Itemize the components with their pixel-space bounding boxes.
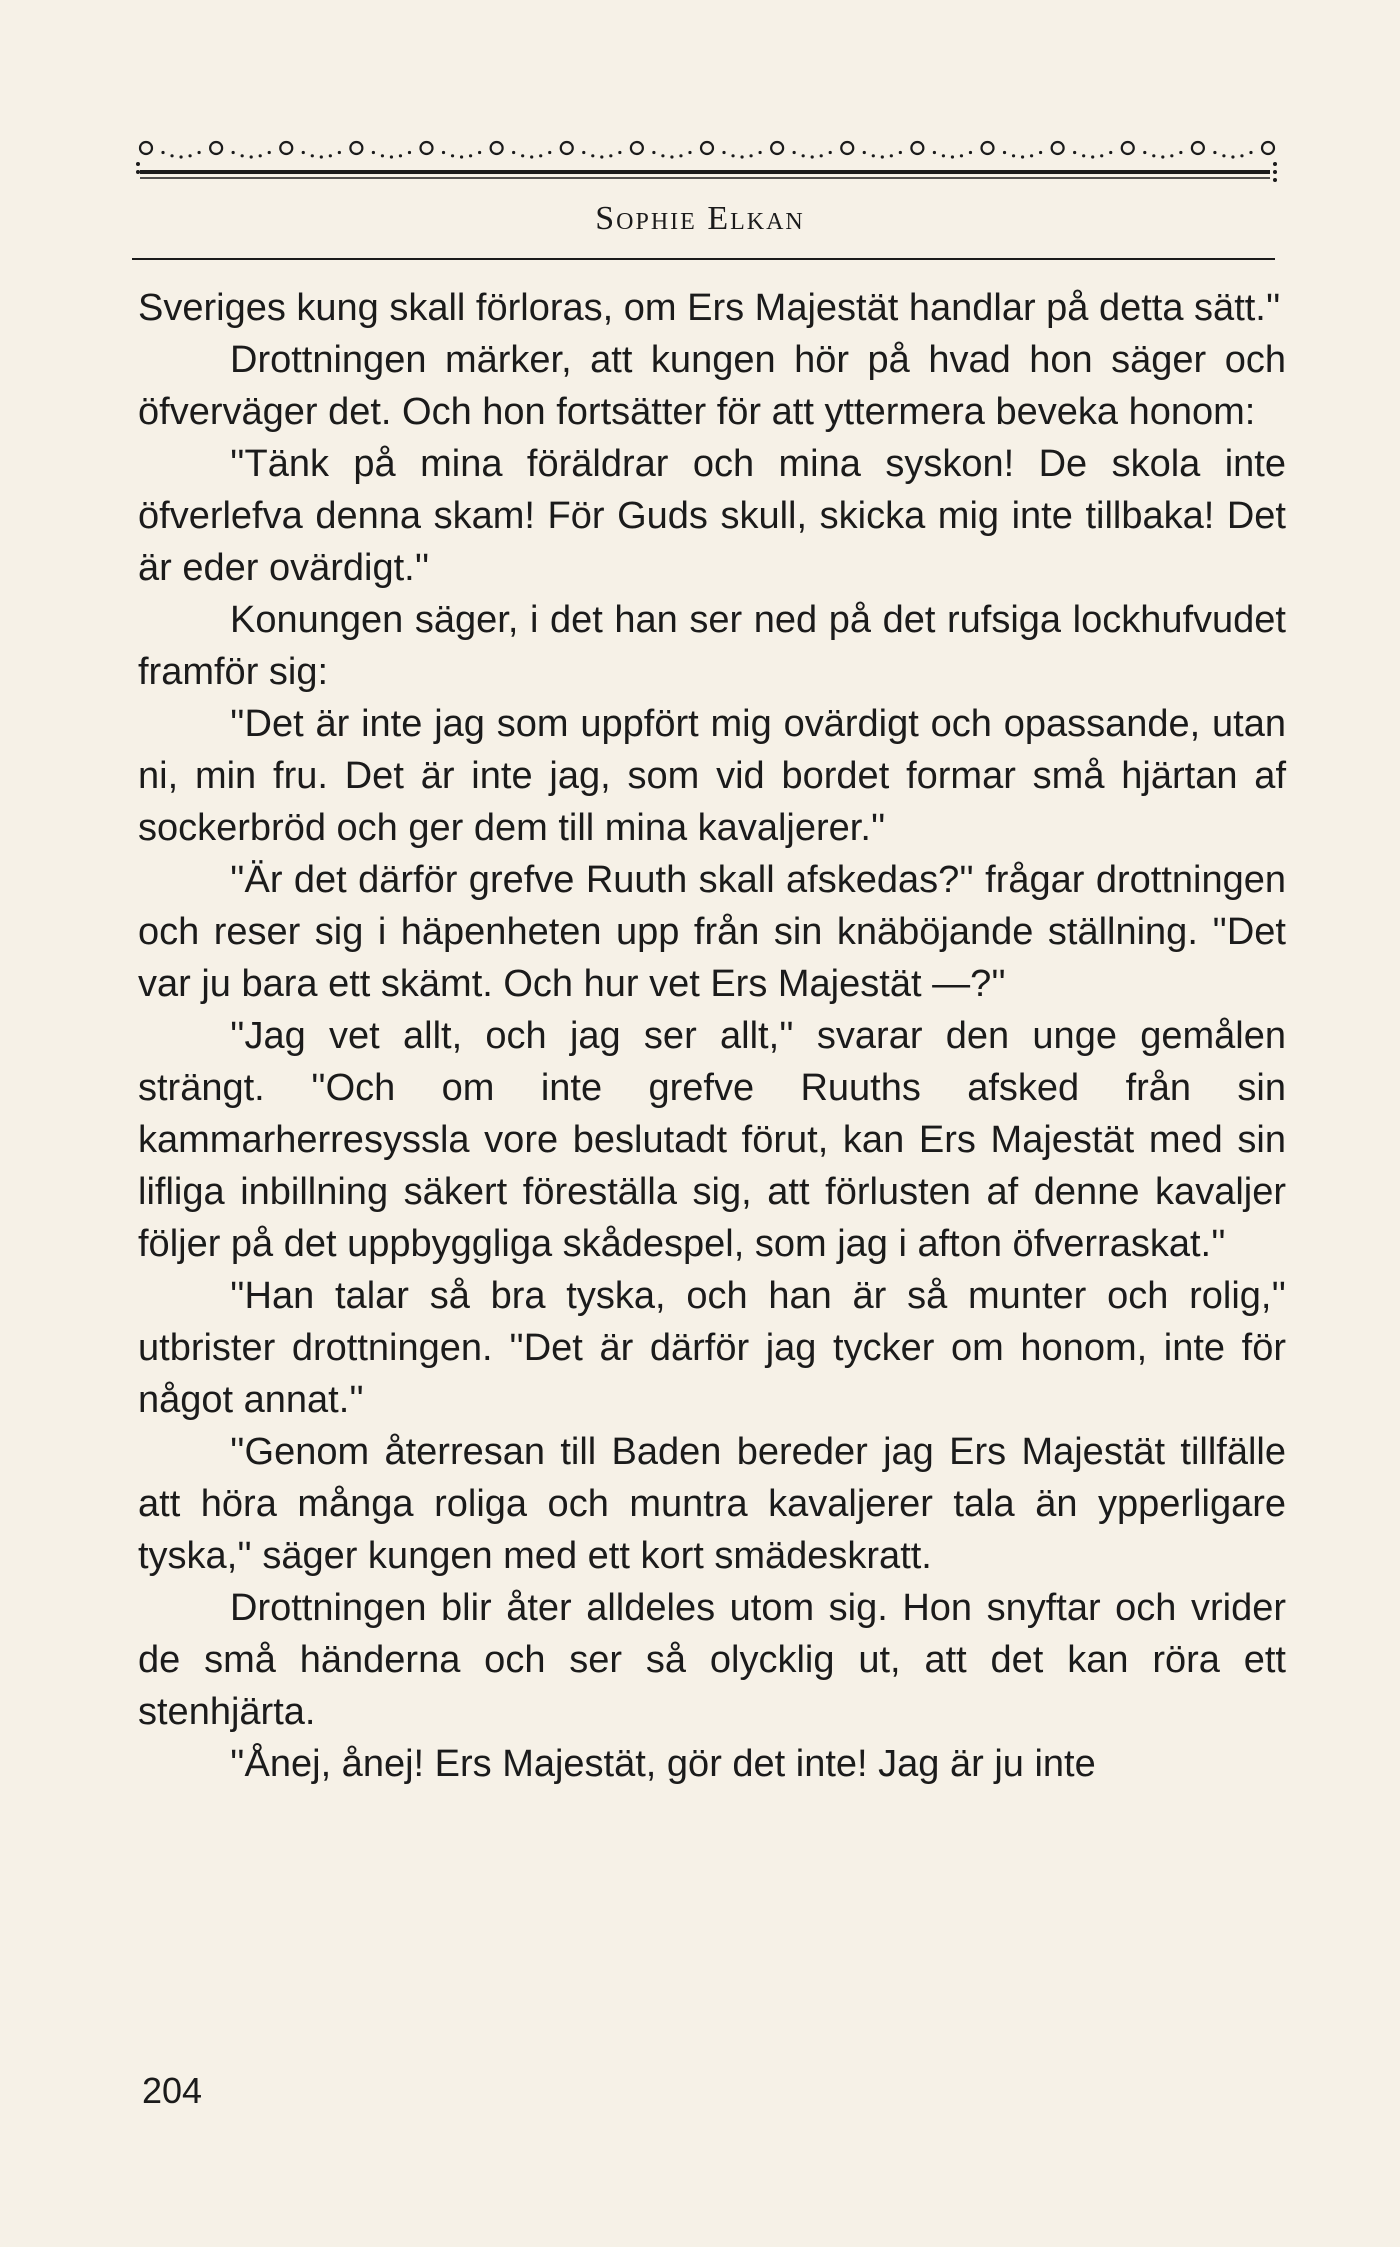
ornament-dot [259, 154, 262, 157]
ornament-dot [1249, 151, 1252, 154]
ornament-dot [1003, 151, 1006, 154]
ornament-dot [1231, 155, 1234, 158]
paragraph: Drottningen blir åter alldeles utom sig. Hon snyftar och vrider de små händerna och ser så olycklig ut, att det kan röra ett stenhjärta. [138, 1587, 1286, 1733]
ornament-dot [1039, 151, 1042, 154]
ornament-dot [460, 155, 463, 158]
ornament-circle [1052, 142, 1064, 154]
ornament-dot [399, 154, 402, 157]
ornament-dot [408, 151, 411, 154]
ornament-circle [841, 142, 853, 154]
ornament-dot [899, 151, 902, 154]
ornament-dot [688, 151, 691, 154]
ornament-dot [1109, 151, 1112, 154]
ornament-dot [829, 151, 832, 154]
running-head-author: Sophie Elkan [595, 200, 805, 237]
ornament-dot [863, 151, 866, 154]
ornament-dot [951, 155, 954, 158]
ornament-dot [161, 151, 164, 154]
ornament-dot [679, 154, 682, 157]
ornament-dot [652, 151, 655, 154]
ornament-dot [872, 154, 875, 157]
ornament-dot [170, 154, 173, 157]
ornament-dot [320, 155, 323, 158]
paragraph: Drottningen märker, att kungen hör på hvad hon säger och öfverväger det. Och hon fortsätter för att yttermera beveka honom: [138, 339, 1286, 433]
ornament-dot [372, 151, 375, 154]
ornament-circle [421, 142, 433, 154]
ornament-circle [771, 142, 783, 154]
ornament-dot [582, 151, 585, 154]
ornament-dot [188, 154, 191, 157]
ornament-circle [491, 142, 503, 154]
ornament-dot [933, 151, 936, 154]
ornament-dot [591, 154, 594, 157]
ornament-dot [329, 154, 332, 157]
ornament-dot [661, 154, 664, 157]
ornament-circle [1262, 142, 1274, 154]
ornament-dot [1091, 155, 1094, 158]
paragraph: ''Genom återresan till Baden bereder jag Ers Majestät tillfälle att höra många roliga och muntra kavaljerer tala än ypperligare tyska,'' säger kungen med ett kort smädeskratt. [138, 1431, 1286, 1577]
ornament-dot [539, 154, 542, 157]
ornament-circle [631, 142, 643, 154]
ornament-dot [820, 154, 823, 157]
ornament-dot [521, 154, 524, 157]
ornament-dot [609, 154, 612, 157]
ornament-dot [1240, 154, 1243, 157]
ornament-dot [890, 154, 893, 157]
ornament-circle [701, 142, 713, 154]
paragraph: Sveriges kung skall förloras, om Ers Majestät handlar på detta sätt.'' [138, 287, 1281, 329]
ornament-dot [232, 151, 235, 154]
paragraph: ''Tänk på mina föräldrar och mina syskon! De skola inte öfverlefva denna skam! För Guds skull, skicka mig inte tillbaka! Det är eder ovärdigt.'' [138, 443, 1286, 589]
ornament-dot [338, 151, 341, 154]
paragraph: ''Han talar så bra tyska, och han är så munter och rolig,'' utbrister drottningen. ''Det är därför jag tycker om honom, inte för något annat.'' [138, 1275, 1286, 1421]
ornament-dot [250, 155, 253, 158]
ornament-dot [179, 155, 182, 158]
ornament-dot [302, 151, 305, 154]
ornament-dot [731, 154, 734, 157]
ornament-dot [960, 154, 963, 157]
ornament-dot [548, 151, 551, 154]
paragraph: ''Är det därför grefve Ruuth skall afskedas?'' frågar drottningen och reser sig i häpenheten upp från sin knäböjande ställning. ''Det var ju bara ett skämt. Och hur vet Ers Majestät —?'' [138, 859, 1286, 1005]
ornament-dot [722, 151, 725, 154]
ornament-dot [442, 151, 445, 154]
ornament-circle-chain [140, 142, 1274, 159]
ornament-dot [1179, 151, 1182, 154]
paragraph: Konungen säger, i det han ser ned på det rufsiga lockhufvudet framför sig: [138, 599, 1286, 693]
ornament-dot [1170, 154, 1173, 157]
ornament-dot [469, 154, 472, 157]
ornament-circle [140, 142, 152, 154]
ornament-dot [740, 155, 743, 158]
ornament-dot [802, 154, 805, 157]
page-number: 204 [142, 2070, 203, 2111]
ornament-dot [381, 154, 384, 157]
ornament-circle [350, 142, 362, 154]
ornament-dot [881, 155, 884, 158]
ornament-circle [1122, 142, 1134, 154]
ornament-dot [759, 151, 762, 154]
ornament-circle [911, 142, 923, 154]
ornament-dot [1073, 151, 1076, 154]
ornament-dot [198, 151, 201, 154]
ornament-dot [969, 151, 972, 154]
ornament-dot [1222, 154, 1225, 157]
ornament-dot [749, 154, 752, 157]
decorative-border-ornament [132, 120, 1282, 190]
ornament-dot [1143, 151, 1146, 154]
ornament-dot [512, 151, 515, 154]
paragraph: ''Det är inte jag som uppfört mig ovärdigt och opassande, utan ni, min fru. Det är inte jag, som vid bordet formar små hjärtan af sockerbröd och ger dem till mina kavaljerer.'' [138, 703, 1286, 849]
paragraph: ''Ånej, ånej! Ers Majestät, gör det inte! Jag är ju inte [230, 1743, 1096, 1785]
ornament-circle [280, 142, 292, 154]
ornament-dot [451, 154, 454, 157]
ornament-dot [1161, 155, 1164, 158]
ornament-dot [530, 155, 533, 158]
ornament-dot [793, 151, 796, 154]
ornament-dot [1030, 154, 1033, 157]
ornament-circle [982, 142, 994, 154]
ornament-dot [1021, 155, 1024, 158]
paragraph: ''Jag vet allt, och jag ser allt,'' svarar den unge gemålen strängt. ''Och om inte grefve Ruuths afsked från sin kammarherresyssla vore beslutadt förut, kan Ers Majestät med sin lifliga inbillning säkert föreställa sig, att förlusten af denne kavaljer följer på det uppbyggliga skådespel, som jag i afton öfverraskat.'' [138, 1015, 1286, 1265]
ornament-circle [210, 142, 222, 154]
ornament-dot [241, 154, 244, 157]
ornament-dot [811, 155, 814, 158]
ornament-dot [670, 155, 673, 158]
ornament-dot [1152, 154, 1155, 157]
ornament-dot [1082, 154, 1085, 157]
page-body-text [138, 282, 1286, 1790]
ornament-dot [1012, 154, 1015, 157]
ornament-dot [478, 151, 481, 154]
ornament-dot [1100, 154, 1103, 157]
ornament-dot [618, 151, 621, 154]
ornament-circle [561, 142, 573, 154]
ornament-dot [1213, 151, 1216, 154]
ornament-circle [1192, 142, 1204, 154]
ornament-dot [942, 154, 945, 157]
ornament-dot [268, 151, 271, 154]
ornament-dot [311, 154, 314, 157]
header-rule [132, 258, 1275, 260]
ornament-dot [600, 155, 603, 158]
ornament-dot [390, 155, 393, 158]
